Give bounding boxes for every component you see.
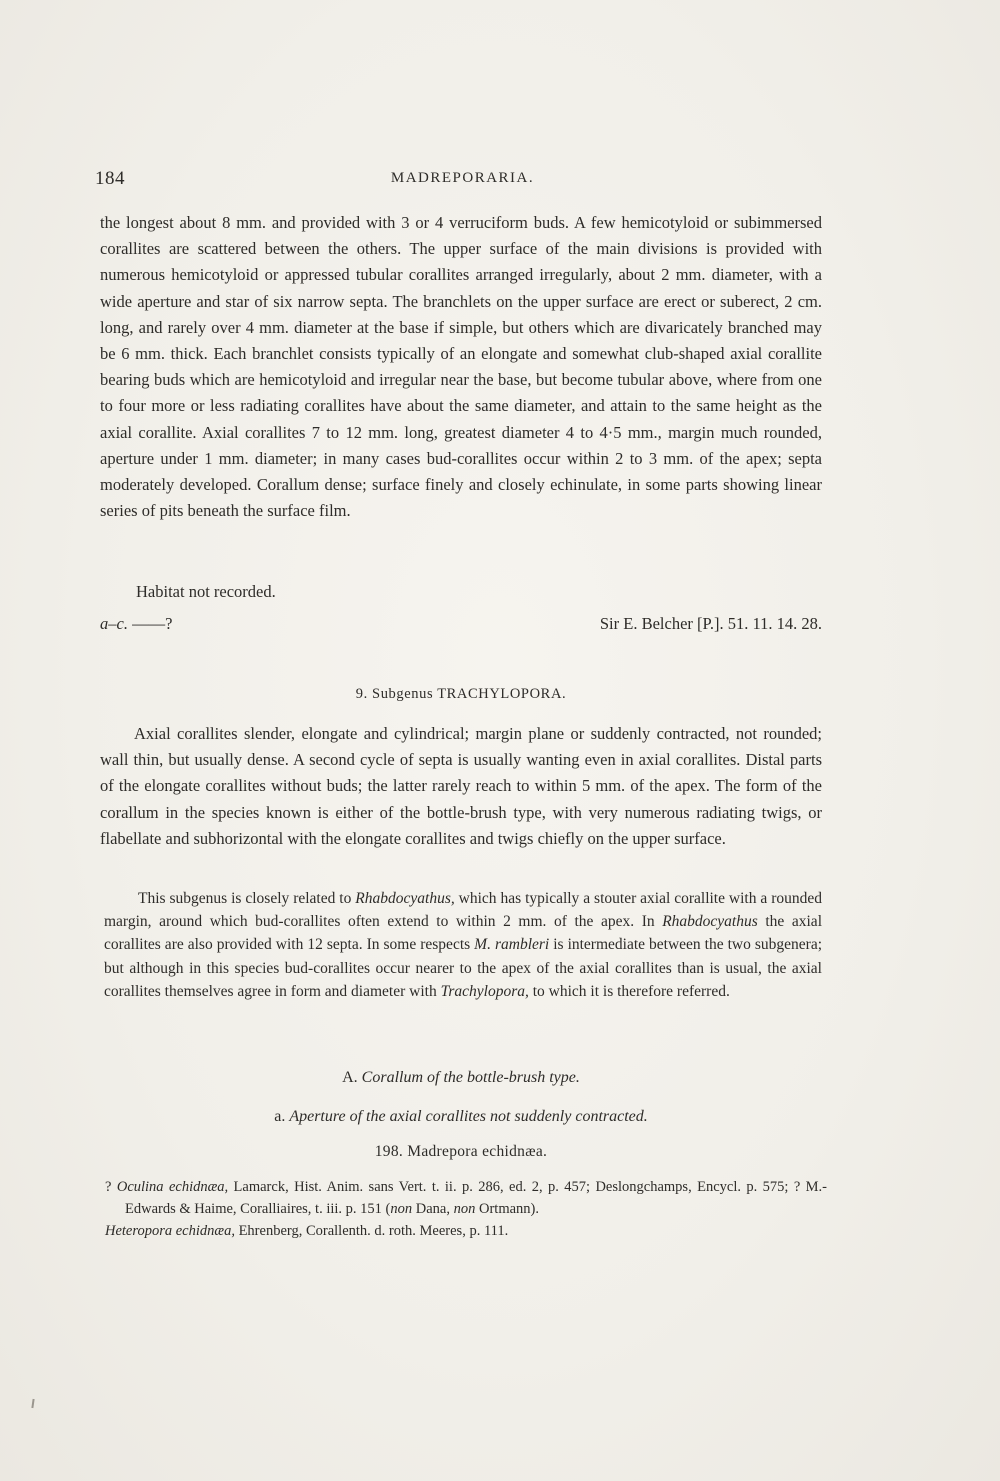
text-run: the axial corallites are also provided with 12 septa. In some respects xyxy=(104,913,822,954)
species-name: M. rambleri xyxy=(474,936,550,954)
paper-speck xyxy=(31,1399,34,1408)
genus-name: Rhabdocyathus, xyxy=(355,890,455,907)
habitat-note: Habitat not recorded. xyxy=(136,582,276,601)
paragraph-description-continued: the longest about 8 mm. and provided with 3 or 4 verruciform buds. A few hemicotyloid or subimmersed corallites are scattered between the others. The upper surface of the main divisions is provided with numerous hemicotyloid or appressed tubular corallites arranged irregularly, about 2 mm. diameter, with a wide aperture and star of six narrow septa. The branchlets on the upper surface are erect or suberect, 2 cm. long, and rarely over 4 mm. diameter at the base if simple, but others which are divaricately branched may be 6 mm. thick. Each branchlet consists typically of an elongate and somewhat club-shaped axial corallite bearing buds which are hemicotyloid and irregular near the base, but become tubular above, where from one to four more or less radiating corallites have about the same diameter, and attain to the same height as the axial corallite. Axial corallites 7 to 12 mm. long, greatest diameter 4 to 4·5 mm., margin much rounded, aperture under 1 mm. diameter; in many cases bud-corallites occur within 2 to 3 mm. of the apex; septa moderately developed. Corallum dense; surface finely and closely echinulate, in some parts showing linear series of pits beneath the surface film. xyxy=(100,213,822,521)
paragraph-subgenus-relations xyxy=(104,887,822,1003)
specimen-locality: ——? xyxy=(132,614,173,633)
text-run: This subgenus is closely related to xyxy=(138,890,356,907)
synonymy-list xyxy=(105,1176,827,1242)
synonym-name: Oculina echidnæa, xyxy=(116,1179,229,1195)
page-number: 184 xyxy=(95,168,125,189)
species-heading: 198. Madrepora echidnæa. xyxy=(374,1143,548,1160)
text-run: to which it is therefore referred. xyxy=(528,982,730,1000)
text-run: which has typically a stouter axial corallite with a rounded margin, around which bud-corallites often extend to within 2 mm. of the apex. In xyxy=(104,890,823,931)
text-run: non xyxy=(453,1201,476,1217)
paragraph-subgenus-diagnosis: Axial corallites slender, elongate and cylindrical; margin plane or suddenly contracted, not rounded; wall thin, but usually dense. A second cycle of septa is usually wanting even in axial corallites. Distal parts of the elongate corallites without buds; the latter rarely reach to within 5 mm. of the apex. The form of the corallum in the species known is either of the bottle-brush type, with very numerous radiating twigs, or flabellate and subhorizontal with the elongate corallites and twigs chiefly on the upper surface. xyxy=(100,724,822,848)
specimen-label-group xyxy=(100,614,172,634)
text-run: non xyxy=(390,1201,413,1217)
text-run: Dana, xyxy=(412,1201,454,1217)
subgenus-heading: 9. Subgenus TRACHYLOPORA. xyxy=(355,686,567,702)
section-heading-a xyxy=(100,1069,822,1087)
running-title: MADREPORARIA. xyxy=(390,170,535,186)
text-run: Ehrenberg, Corallenth. d. roth. Meeres, p. 111. xyxy=(234,1223,509,1239)
specimen-record xyxy=(100,614,822,640)
synonym-name: Heteropora echidnæa, xyxy=(105,1223,235,1239)
section-prefix: a. xyxy=(274,1108,290,1125)
specimen-source: Sir E. Belcher [P.]. 51. 11. 14. 28. xyxy=(599,614,822,633)
text-run: ? xyxy=(105,1179,117,1195)
section-prefix: A. xyxy=(342,1069,362,1086)
section-title: Corallum of the bottle-brush type. xyxy=(361,1069,580,1086)
section-title: Aperture of the axial corallites not suddenly contracted. xyxy=(289,1108,648,1125)
synonymy-entry xyxy=(105,1176,827,1220)
synonymy-entry xyxy=(105,1220,827,1242)
genus-name: Rhabdocyathus xyxy=(662,913,758,931)
text-run: Lamarck, Hist. Anim. sans Vert. t. ii. p. 286, ed. 2, p. 457; Deslongchamps, Encycl. p. 575; ? M.-Edwards & Haime, Coralliaires, t. iii. p. 151 ( xyxy=(125,1179,827,1217)
specimen-label: a–c. xyxy=(100,614,128,633)
page-header xyxy=(95,168,830,194)
genus-name: Trachylopora, xyxy=(440,982,529,1000)
section-heading-a-sub xyxy=(100,1108,822,1126)
text-run: is intermediate between the two subgenera; but although in this species bud-corallites occur nearer to the apex of the axial corallites than is usual, the axial corallites themselves agree in form and diameter with xyxy=(104,936,823,1000)
text-run: Ortmann). xyxy=(475,1201,539,1217)
